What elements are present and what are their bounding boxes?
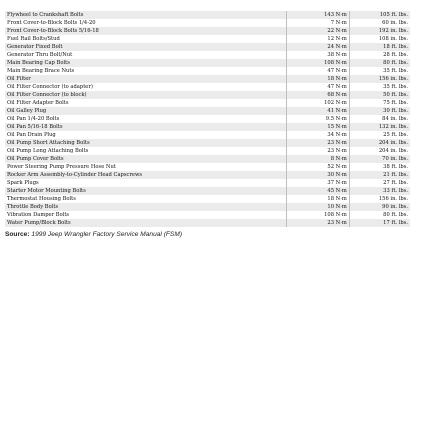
spec-standard-cell: 156 in. lbs.: [349, 195, 410, 203]
spec-metric-cell: 34 N·m: [286, 131, 349, 139]
spec-name-cell: Main Bearing Cap Bolts: [5, 59, 286, 67]
table-row: [5, 67, 410, 75]
table-row: [5, 131, 410, 139]
table-row: [5, 219, 410, 227]
spec-standard-cell: 30 ft. lbs.: [349, 107, 410, 115]
spec-name-cell: Starter Motor Mounting Bolts: [5, 187, 286, 195]
spec-standard-cell: 75 ft. lbs.: [349, 99, 410, 107]
spec-standard-cell: 35 ft. lbs.: [349, 67, 410, 75]
spec-name-cell: Front Cover-to-Block Bolts 5/16-18: [5, 27, 286, 35]
spec-standard-cell: 204 in. lbs.: [349, 147, 410, 155]
spec-metric-cell: 9.5 N·m: [286, 115, 349, 123]
torque-spec-table-body: [5, 11, 410, 227]
table-row: [5, 59, 410, 67]
table-row: [5, 99, 410, 107]
spec-metric-cell: 30 N·m: [286, 171, 349, 179]
spec-metric-cell: 23 N·m: [286, 219, 349, 227]
table-row: [5, 75, 410, 83]
spec-metric-cell: 47 N·m: [286, 67, 349, 75]
spec-name-cell: Vibration Damper Bolts: [5, 211, 286, 219]
table-row: [5, 123, 410, 131]
spec-metric-cell: 23 N·m: [286, 139, 349, 147]
spec-name-cell: Oil Galley Plug: [5, 107, 286, 115]
table-row: [5, 91, 410, 99]
spec-standard-cell: 70 in. lbs.: [349, 155, 410, 163]
spec-metric-cell: 8 N·m: [286, 155, 349, 163]
spec-name-cell: Power Steering Pump Pressure Hose Nut: [5, 163, 286, 171]
spec-standard-cell: 21 ft. lbs.: [349, 171, 410, 179]
spec-standard-cell: 105 ft. lbs.: [349, 11, 410, 19]
source-label: Source:: [5, 231, 30, 238]
spec-name-cell: Generator Fixed Bolt: [5, 43, 286, 51]
table-row: [5, 107, 410, 115]
spec-standard-cell: 18 ft. lbs.: [349, 43, 410, 51]
spec-name-cell: Flywheel to Crankshaft Bolts: [5, 11, 286, 19]
spec-metric-cell: 15 N·m: [286, 123, 349, 131]
table-row: [5, 147, 410, 155]
spec-standard-cell: 50 ft. lbs.: [349, 91, 410, 99]
spec-standard-cell: 33 ft. lbs.: [349, 187, 410, 195]
spec-metric-cell: 102 N·m: [286, 99, 349, 107]
source-reference: 1999 Jeep Wrangler Factory Service Manual (FSM): [31, 231, 183, 238]
spec-metric-cell: 18 N·m: [286, 75, 349, 83]
spec-metric-cell: 37 N·m: [286, 179, 349, 187]
spec-name-cell: Oil Pump Long Attaching Bolts: [5, 147, 286, 155]
spec-name-cell: Spark Plugs: [5, 179, 286, 187]
table-row: [5, 171, 410, 179]
spec-standard-cell: 60 in. lbs.: [349, 19, 410, 27]
table-row: [5, 115, 410, 123]
spec-metric-cell: 143 N·m: [286, 11, 349, 19]
spec-metric-cell: 108 N·m: [286, 211, 349, 219]
table-row: [5, 51, 410, 59]
spec-standard-cell: 28 ft. lbs.: [349, 51, 410, 59]
spec-metric-cell: 45 N·m: [286, 187, 349, 195]
spec-name-cell: Oil Pan Drain Plug: [5, 131, 286, 139]
table-row: [5, 35, 410, 43]
table-row: [5, 187, 410, 195]
spec-name-cell: Rocker Arm Assembly-to-Cylinder Head Capscrews: [5, 171, 286, 179]
spec-standard-cell: 204 in. lbs.: [349, 139, 410, 147]
spec-standard-cell: 84 in. lbs.: [349, 115, 410, 123]
table-row: [5, 139, 410, 147]
spec-metric-cell: 52 N·m: [286, 163, 349, 171]
spec-name-cell: Main Bearing Brace Nuts: [5, 67, 286, 75]
torque-spec-table: [5, 11, 410, 227]
table-row: [5, 163, 410, 171]
table-row: [5, 195, 410, 203]
spec-metric-cell: 38 N·m: [286, 51, 349, 59]
spec-standard-cell: 27 ft. lbs.: [349, 179, 410, 187]
spec-standard-cell: 108 in. lbs.: [349, 35, 410, 43]
spec-name-cell: Front Cover-to-Block Bolts 1/4-20: [5, 19, 286, 27]
spec-name-cell: Throttle Body Bolts: [5, 203, 286, 211]
source-note: [5, 230, 422, 239]
spec-metric-cell: 108 N·m: [286, 59, 349, 67]
spec-standard-cell: 35 ft. lbs.: [349, 83, 410, 91]
table-row: [5, 19, 410, 27]
spec-metric-cell: 47 N·m: [286, 83, 349, 91]
table-row: [5, 211, 410, 219]
spec-name-cell: Thermostat Housing Bolts: [5, 195, 286, 203]
torque-spec-page: [5, 11, 422, 239]
spec-standard-cell: 80 ft. lbs.: [349, 211, 410, 219]
table-row: [5, 203, 410, 211]
spec-metric-cell: 22 N·m: [286, 27, 349, 35]
spec-standard-cell: 80 ft. lbs.: [349, 59, 410, 67]
spec-standard-cell: 38 ft. lbs.: [349, 163, 410, 171]
table-row: [5, 155, 410, 163]
spec-name-cell: Generator Thru Bolt/Nut: [5, 51, 286, 59]
spec-name-cell: Oil Filter Adapter Bolts: [5, 99, 286, 107]
table-row: [5, 27, 410, 35]
spec-name-cell: Oil Pan 5/16-18 Bolts: [5, 123, 286, 131]
spec-name-cell: Oil Pump Short Attaching Bolts: [5, 139, 286, 147]
table-row: [5, 11, 410, 19]
table-row: [5, 83, 410, 91]
spec-metric-cell: 41 N·m: [286, 107, 349, 115]
spec-metric-cell: 68 N·m: [286, 91, 349, 99]
spec-metric-cell: 18 N·m: [286, 195, 349, 203]
spec-standard-cell: 17 ft. lbs.: [349, 219, 410, 227]
spec-metric-cell: 10 N·m: [286, 203, 349, 211]
spec-standard-cell: 156 in. lbs.: [349, 75, 410, 83]
spec-standard-cell: 90 in. lbs.: [349, 203, 410, 211]
spec-name-cell: Oil Pump Cover Bolts: [5, 155, 286, 163]
spec-name-cell: Oil Pan 1/4-20 Bolts: [5, 115, 286, 123]
spec-standard-cell: 192 in. lbs.: [349, 27, 410, 35]
spec-name-cell: Oil Filter Connector (to adapter): [5, 83, 286, 91]
spec-metric-cell: 12 N·m: [286, 35, 349, 43]
spec-metric-cell: 7 N·m: [286, 19, 349, 27]
table-row: [5, 43, 410, 51]
spec-standard-cell: 132 in. lbs.: [349, 123, 410, 131]
spec-metric-cell: 24 N·m: [286, 43, 349, 51]
table-row: [5, 179, 410, 187]
spec-metric-cell: 23 N·m: [286, 147, 349, 155]
spec-name-cell: Water Pump/Block Bolts: [5, 219, 286, 227]
spec-name-cell: Oil Filter Connector (to block): [5, 91, 286, 99]
spec-standard-cell: 25 ft. lbs.: [349, 131, 410, 139]
spec-name-cell: Fuel Rail Bolts/Stud: [5, 35, 286, 43]
spec-name-cell: Oil Filter: [5, 75, 286, 83]
